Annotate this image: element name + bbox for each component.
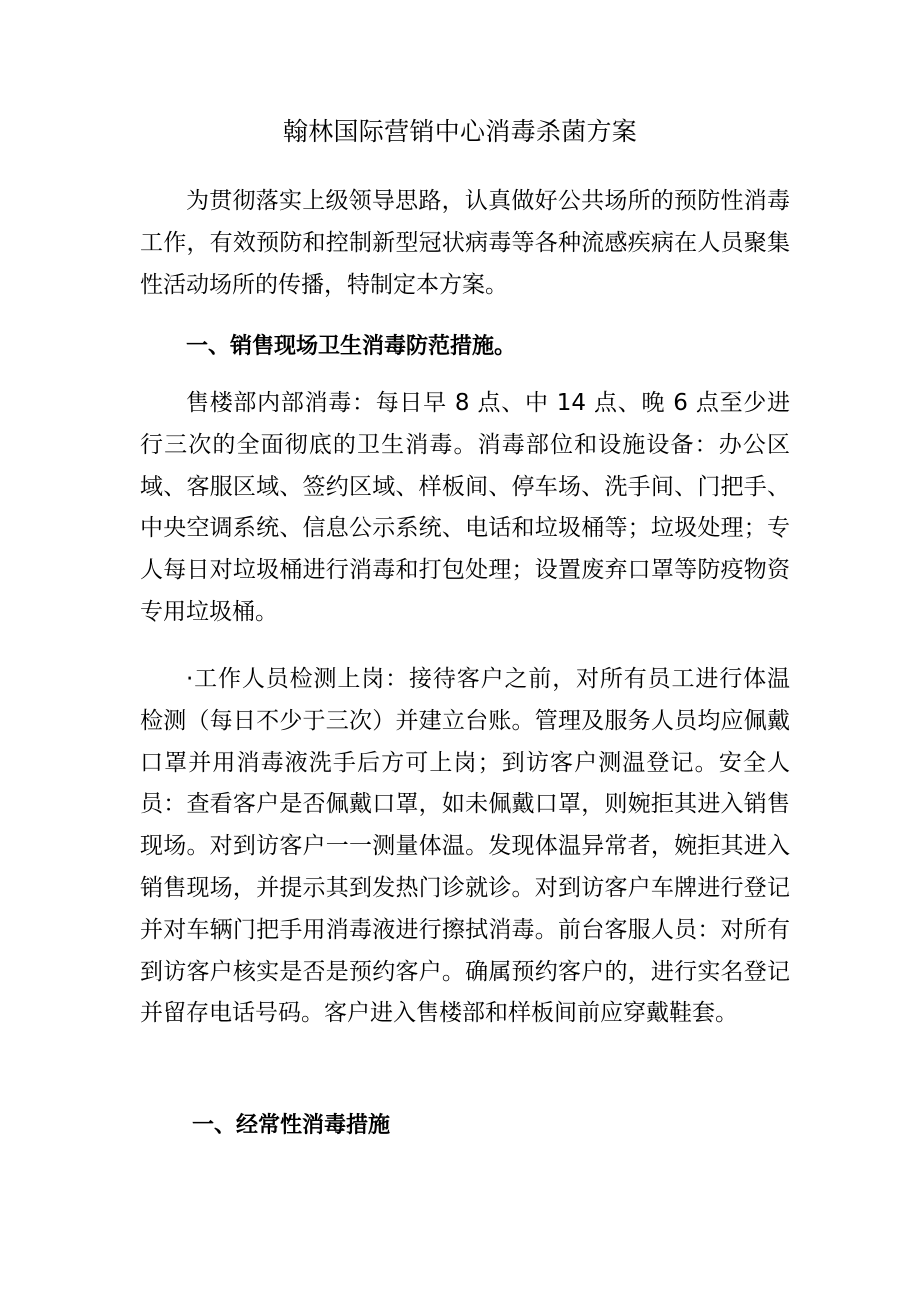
sales-office-disinfection-paragraph: 售楼部内部消毒：每日早 8 点、中 14 点、晚 6 点至少进行三次的全面彻底的卫生消毒。消毒部位和设施设备：办公区域、客服区域、签约区域、样板间、停车场、洗手间、门把手、中央空调系统、信息公示系统、电话和垃圾桶等；垃圾处理；专人每日对垃圾桶进行消毒和打包处理；设置废弃口罩等防疫物资专用垃圾桶。 bbox=[140, 390, 790, 625]
document-title: 翰林国际营销中心消毒杀菌方案 bbox=[282, 117, 638, 146]
section-heading-routine-disinfection: 一、经常性消毒措施 bbox=[192, 1113, 391, 1138]
staff-screening-paragraph: ·工作人员检测上岗：接待客户之前，对所有员工进行体温检测（每日不少于三次）并建立台账。管理及服务人员均应佩戴口罩并用消毒液洗手后方可上岗；到访客户测温登记。安全人员：查看客户是否佩戴口罩，如未佩戴口罩，则婉拒其进入销售现场。对到访客户一一测量体温。发现体温异常者，婉拒其进入销售现场，并提示其到发热门诊就诊。对到访客户车牌进行登记并对车辆门把手用消毒液进行擦拭消毒。前台客服人员：对所有到访客户核实是否是预约客户。确属预约客户的，进行实名登记并留存电话号码。客户进入售楼部和样板间前应穿戴鞋套。 bbox=[140, 666, 790, 1027]
section-heading-sales-site-disinfection: 一、销售现场卫生消毒防范措施。 bbox=[186, 334, 517, 359]
intro-paragraph: 为贯彻落实上级领导思路，认真做好公共场所的预防性消毒工作，有效预防和控制新型冠状病毒等各种流感疾病在人员聚集性活动场所的传播，特制定本方案。 bbox=[140, 188, 790, 298]
